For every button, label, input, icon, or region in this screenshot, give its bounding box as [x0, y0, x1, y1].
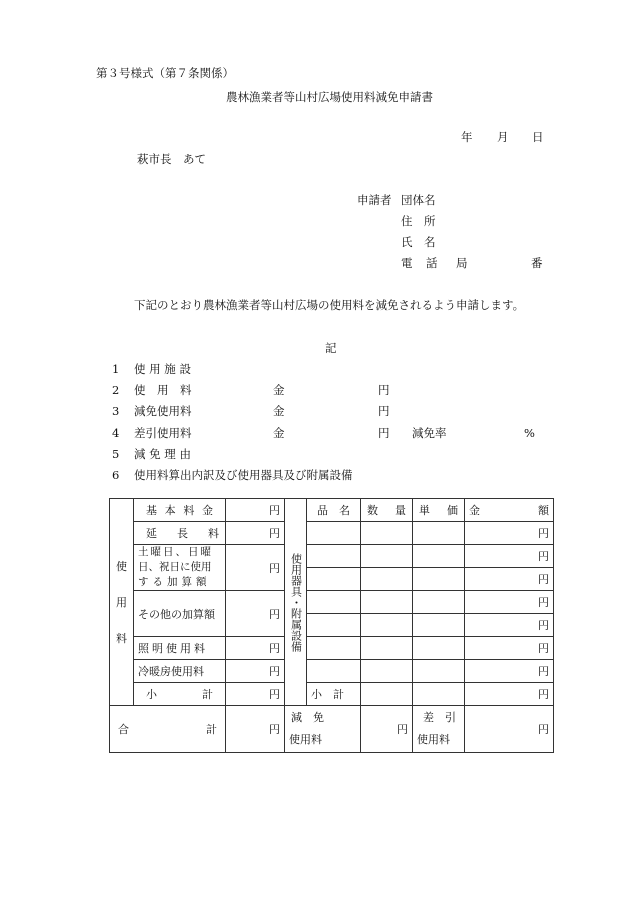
item-3-kin: 金 [273, 404, 285, 418]
date-month: 月 [497, 130, 509, 144]
request-text: 下記のとおり農林漁業者等山村広場の使用料を減免されるよう申請します。 [134, 298, 525, 312]
date-year: 年 [461, 130, 473, 144]
item-6-label: 使用料算出内訳及び使用器具及び附属設備 [134, 468, 353, 482]
equipment-quantity-cell[interactable] [361, 545, 413, 568]
equipment-name-cell[interactable] [307, 614, 361, 637]
equipment-quantity-cell[interactable] [361, 568, 413, 591]
equipment-amount-cell[interactable]: 円 [465, 568, 554, 591]
extension-fee-label: 延 長 料 [134, 522, 226, 545]
item-4-kin: 金 [273, 426, 285, 440]
difference-label: 差 引 使用料 [413, 706, 465, 753]
quantity-header: 数 量 [361, 499, 413, 522]
fee-breakdown-table [109, 498, 554, 753]
item-3-label: 減免使用料 [134, 404, 192, 418]
total-label: 合 計 [110, 706, 226, 753]
equipment-name-cell[interactable] [307, 660, 361, 683]
table-row [110, 683, 554, 706]
equipment-amount-cell[interactable]: 円 [465, 545, 554, 568]
equipment-name-cell[interactable] [307, 591, 361, 614]
usage-subtotal-amount[interactable]: 円 [226, 683, 285, 706]
basic-fee-label: 基 本 料 金 [134, 499, 226, 522]
item-3-no: 3 [112, 404, 120, 418]
item-name-header: 品 名 [307, 499, 361, 522]
equipment-quantity-cell[interactable] [361, 660, 413, 683]
item-2-kin: 金 [273, 383, 285, 397]
applicant-name: 氏 名 [401, 235, 436, 249]
equipment-unit-price-cell[interactable] [413, 637, 465, 660]
equipment-quantity-cell[interactable] [361, 637, 413, 660]
reduction-label: 減 免 使用料 [285, 706, 361, 753]
item-4-no: 4 [112, 426, 120, 440]
equipment-subtotal-label: 小 計 [307, 683, 361, 706]
item-1-no: 1 [112, 362, 120, 376]
item-4-label: 差引使用料 [134, 426, 192, 440]
table-row [110, 637, 554, 660]
applicant-label: 申請者 [357, 193, 392, 207]
reduction-amount[interactable]: 円 [361, 706, 413, 753]
aircon-fee-amount[interactable]: 円 [226, 660, 285, 683]
equipment-name-cell[interactable] [307, 522, 361, 545]
equipment-amount-cell[interactable]: 円 [465, 614, 554, 637]
table-row [110, 591, 554, 614]
equipment-unit-price-cell[interactable] [413, 522, 465, 545]
equipment-name-cell[interactable] [307, 545, 361, 568]
equipment-amount-cell[interactable]: 円 [465, 591, 554, 614]
equipment-amount-cell[interactable]: 円 [465, 522, 554, 545]
lighting-fee-label: 照明使用料 [134, 637, 226, 660]
usage-fee-group-label: 使 用 料 [110, 499, 134, 706]
item-4-yen: 円 [378, 426, 390, 440]
item-5-label: 減 免 理 由 [134, 447, 191, 461]
applicant-phone: 電 [401, 256, 413, 270]
aircon-fee-label: 冷暖房使用料 [134, 660, 226, 683]
basic-fee-amount[interactable]: 円 [226, 499, 285, 522]
equipment-name-cell[interactable] [307, 637, 361, 660]
table-row [110, 499, 554, 522]
equipment-unit-price-cell[interactable] [413, 568, 465, 591]
item-2-no: 2 [112, 383, 120, 397]
item-3-yen: 円 [378, 404, 390, 418]
equipment-quantity-cell[interactable] [361, 522, 413, 545]
item-5-no: 5 [112, 447, 120, 461]
item-1-label: 使 用 施 設 [134, 362, 191, 376]
addressee: 萩市長 あて [137, 152, 206, 166]
table-row [110, 545, 554, 568]
weekend-surcharge-amount[interactable]: 円 [226, 545, 285, 591]
applicant-group-name: 団体名 [401, 193, 436, 207]
weekend-surcharge-label: 土曜日、日曜 日、祝日に使用 する加算額 [134, 545, 226, 591]
table-row [110, 706, 554, 753]
equipment-amount-cell[interactable]: 円 [465, 637, 554, 660]
applicant-address: 住 所 [401, 214, 436, 228]
other-surcharge-label: その他の加算額 [134, 591, 226, 637]
equipment-amount-cell[interactable]: 円 [465, 660, 554, 683]
equipment-subtotal-unit-price[interactable] [413, 683, 465, 706]
item-2-label: 使 用 料 [134, 383, 192, 397]
item-2-yen: 円 [378, 383, 390, 397]
equipment-unit-price-cell[interactable] [413, 545, 465, 568]
date-day: 日 [532, 130, 544, 144]
table-row [110, 522, 554, 545]
extension-fee-amount[interactable]: 円 [226, 522, 285, 545]
equipment-subtotal-amount[interactable]: 円 [465, 683, 554, 706]
unit-price-header: 単 価 [413, 499, 465, 522]
usage-subtotal-label: 小 計 [134, 683, 226, 706]
equipment-subtotal-quantity[interactable] [361, 683, 413, 706]
applicant-phone-2: 話 [426, 256, 438, 270]
table-row [110, 660, 554, 683]
applicant-phone-bureau: 局 [456, 256, 468, 270]
form-number: 第３号様式（第７条関係） [96, 66, 234, 80]
equipment-unit-price-cell[interactable] [413, 591, 465, 614]
equipment-name-cell[interactable] [307, 568, 361, 591]
amount-header: 金 額 [465, 499, 554, 522]
form-title: 農林漁業者等山村広場使用料減免申請書 [226, 90, 433, 104]
applicant-phone-number: 番 [531, 256, 543, 270]
equipment-unit-price-cell[interactable] [413, 614, 465, 637]
total-amount[interactable]: 円 [226, 706, 285, 753]
equipment-group-label: 使用器具・附属設備 [285, 499, 307, 706]
lighting-fee-amount[interactable]: 円 [226, 637, 285, 660]
item-6-no: 6 [112, 468, 120, 482]
equipment-quantity-cell[interactable] [361, 614, 413, 637]
item-4-reduction-rate: 減免率 [412, 426, 447, 440]
item-4-percent: % [524, 426, 535, 440]
equipment-quantity-cell[interactable] [361, 591, 413, 614]
other-surcharge-amount[interactable]: 円 [226, 591, 285, 637]
ki-heading: 記 [325, 341, 337, 355]
equipment-unit-price-cell[interactable] [413, 660, 465, 683]
difference-amount[interactable]: 円 [465, 706, 554, 753]
